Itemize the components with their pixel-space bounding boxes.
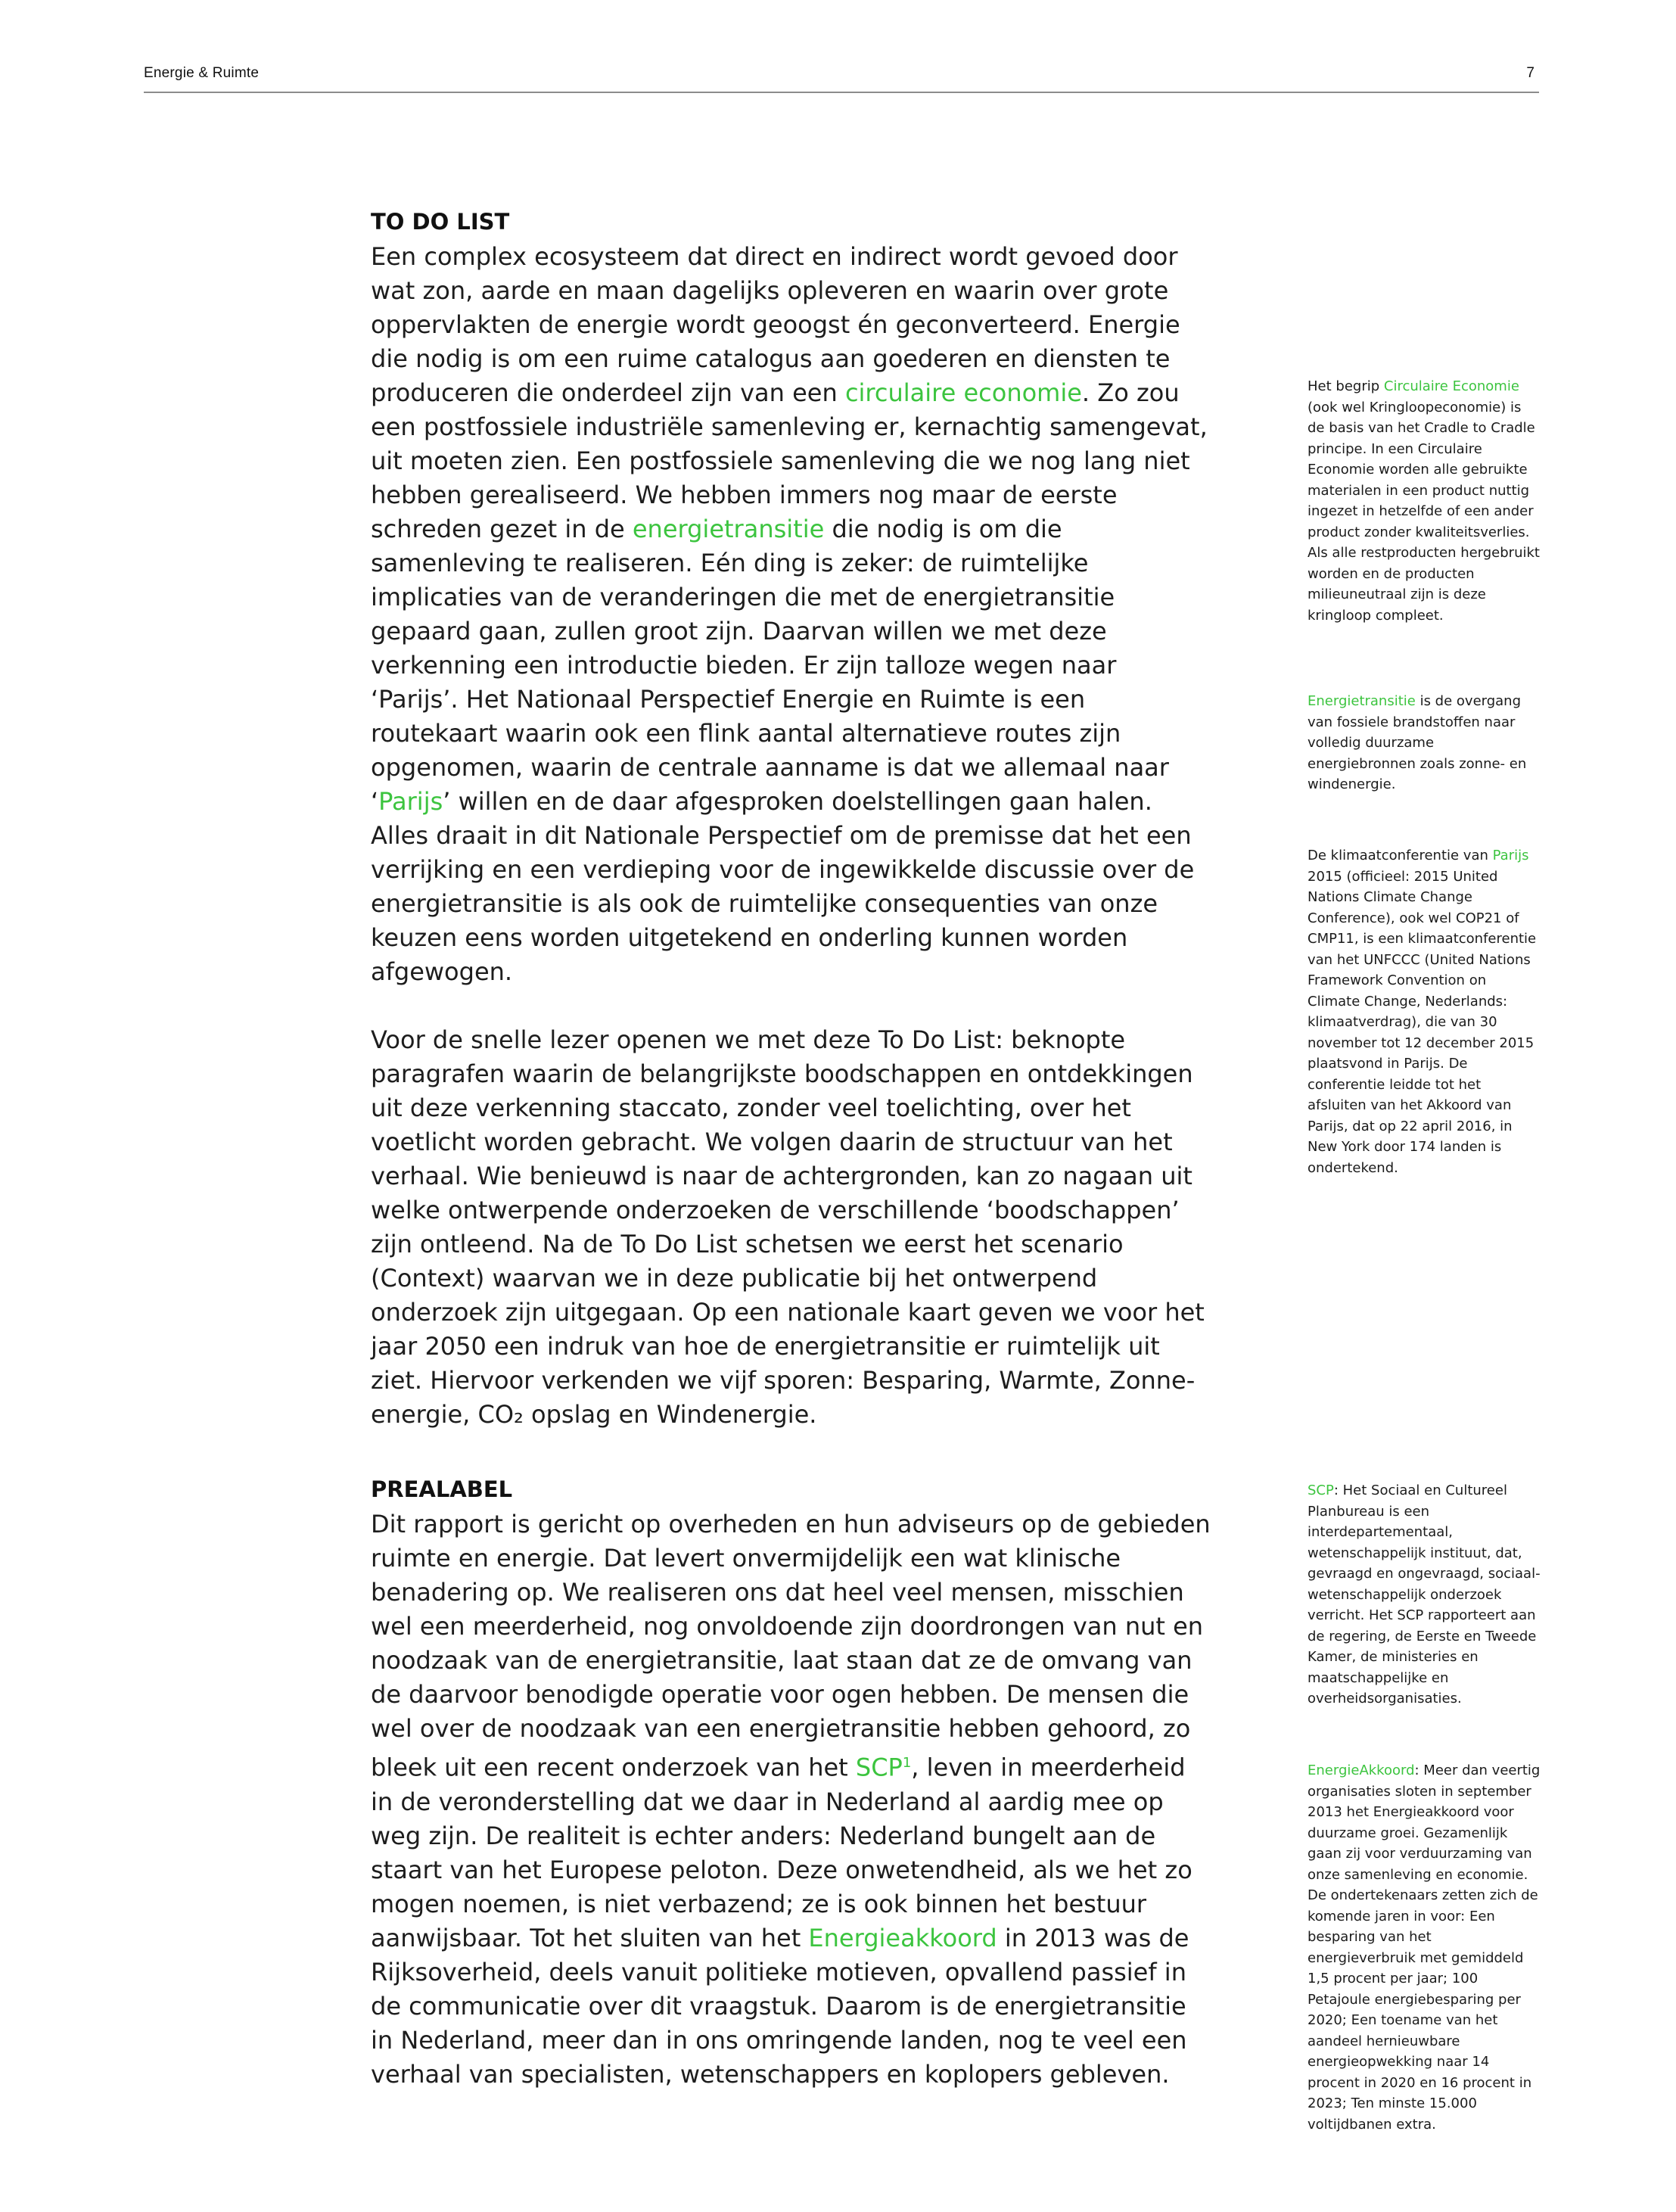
sidenote-parijs-text-b: 2015 (officieel: 2015 United Nations Climate Change Conference), ook wel COP21 of CMP11, is een klimaatconferentie van het UNFCCC (United Nations Framework Convention on Climate Change, Nederlands: klimaatverdrag), die van 30 november tot 12 december 2015 plaatsvond in Parijs. De conferentie leidde tot het afsluiten van het Akkoord van Parijs, dat op 22 april 2016, in New York door 174 landen is ondertekend. (1308, 868, 1537, 1176)
todo-p1-text-b: . Zo zou een postfossiele industriële samenleving er, kernachtig samengevat, uit moeten zien. Een postfossiele samenleving die we nog lang niet hebben gerealiseerd. We hebben immers nog maar de eerste schreden gezet in de (371, 378, 1208, 543)
todo-paragraph-1 (371, 240, 1211, 989)
link-circulaire-economie[interactable]: circulaire economie (844, 378, 1082, 407)
sidenote-energieakkoord-text: : Meer dan veertig organisaties sloten in september 2013 het Energieakkoord voor duurzame groei. Gezamenlijk gaan zij voor verduurzaming van onze samenleving en economie. De ondertekenaars zetten zich de komende jaren in voor: Een besparing van het energieverbruik met gemiddeld 1,5 procent per jaar; 100 Petajoule energiebesparing per 2020; Een toename van het aandeel hernieuwbare energieopwekking naar 14 procent in 2020 en 16 procent in 2023; Ten minste 15.000 voltijdbanen extra. (1308, 1762, 1541, 2133)
sidenote-energietransitie-text: is de overgang van fossiele brandstoffen naar volledig duurzame energiebronnen zoals zonne- en windenergie. (1308, 693, 1527, 792)
paragraph-spacer (371, 989, 1211, 1023)
sidenote-energieakkoord (1308, 1760, 1542, 2135)
section-spacer (371, 1432, 1211, 1474)
sidenote-scp-term: SCP (1308, 1482, 1334, 1498)
sidenote-parijs-text-a: De klimaatconferentie van (1308, 848, 1493, 863)
main-column (371, 207, 1211, 2092)
todo-p1-text-a: Een complex ecosysteem dat direct en indirect wordt gevoed door wat zon, aarde en maan dagelijks opleveren en waarin over grote oppervlakten de energie wordt geoogst én geconverteerd. Energie die nodig is om een ruime catalogus aan goederen en diensten te produceren die onderdeel zijn van een (371, 242, 1180, 407)
todo-p1-text-d: ’ willen en de daar afgesproken doelstellingen gaan halen. Alles draait in dit Nationale Perspectief om de premisse dat het een verrijking en een verdieping voor de ingewikkelde discussie over de energietransitie is als ook de ruimtelijke consequenties van onze keuzen eens worden uitgetekend en onderling kunnen worden afgewogen. (371, 787, 1195, 986)
todo-list-heading: TO DO LIST (371, 209, 510, 235)
sidenote-parijs (1308, 845, 1542, 1178)
prealabel-heading: PREALABEL (371, 1476, 513, 1502)
sidenote-circulaire-text-b: (ook wel Kringloopeconomie) is de basis van het Cradle to Cradle principe. In een Circulaire Economie worden alle gebruikte materialen in een product nuttig ingezet in hetzelfde of een ander product zonder kwaliteitsverlies. Als alle restproducten hergebruikt worden en de producten milieuneutraal zijn is deze kringloop compleet. (1308, 399, 1540, 624)
prealabel-p1-text-a: Dit rapport is gericht op overheden en hun adviseurs op de gebieden ruimte en energie. Dat levert onvermijdelijk een wat klinische benadering op. We realiseren ons dat heel veel mensen, misschien wel een meerderheid, nog onvoldoende zijn doordrongen van nut en noodzaak van de energietransitie, laat staan dat ze de omvang van de daarvoor benodigde operatie voor ogen hebben. De mensen die wel over de noodzaak van een energietransitie hebben gehoord, zo bleek uit een recent onderzoek van het (371, 1510, 1211, 1782)
sidenote-parijs-term: Parijs (1492, 848, 1529, 863)
sidenote-circulaire-text-a: Het begrip (1308, 378, 1384, 394)
prealabel-p1-text-b: , leven in meerderheid in de veronderstelling dat we daar in Nederland al aardig mee op weg zijn. De realiteit is echter anders: Nederland bungelt aan de staart van het Europese peloton. Deze onwetendheid, als we het zo mogen noemen, is niet verbazend; ze is ook binnen het bestuur aanwijsbaar. Tot het sluiten van het (371, 1753, 1192, 1952)
prealabel-paragraph-1 (371, 1507, 1211, 2092)
todo-paragraph-2: Voor de snelle lezer openen we met deze To Do List: beknopte paragrafen waarin de belangrijkste boodschappen en ontdekkingen uit deze verkenning staccato, zonder veel toelichting, over het voetlicht worden gebracht. We volgen daarin de structuur van het verhaal. Wie benieuwd is naar de achtergronden, kan zo nagaan uit welke ontwerpende onderzoeken de verschillende ‘boodschappen’ zijn ontleend. Na de To Do List schetsen we eerst het scenario (Context) waarvan we in deze publicatie bij het ontwerpend onderzoek zijn uitgegaan. Op een nationale kaart geven we voor het jaar 2050 een indruk van hoe de energietransitie er ruimtelijk uit ziet. Hiervoor verkenden we vijf sporen: Besparing, Warmte, Zonne-energie, CO₂ opslag en Windenergie. (371, 1025, 1205, 1429)
sidenote-scp (1308, 1480, 1542, 1710)
sidenote-energieakkoord-term: EnergieAkkoord (1308, 1762, 1415, 1778)
footnote-marker[interactable]: 1 (902, 1755, 912, 1771)
link-parijs[interactable]: Parijs (378, 787, 443, 816)
sidenote-circulaire-economie (1308, 376, 1542, 626)
link-energieakkoord[interactable]: Energieakkoord (808, 1923, 997, 1952)
link-energietransitie[interactable]: energietransitie (632, 515, 825, 543)
sidenote-scp-text: : Het Sociaal en Cultureel Planbureau is een interdepartementaal, wetenschappelijk instituut, dat, gevraagd en ongevraagd, sociaal-wetenschappelijk onderzoek verricht. Het SCP rapporteert aan de regering, de Eerste en Tweede Kamer, de ministeries en maatschappelijke en overheidsorganisaties. (1308, 1482, 1541, 1706)
sidenote-circulaire-term: Circulaire Economie (1383, 378, 1519, 394)
page-number: 7 (1526, 65, 1535, 81)
prealabel-p1-text-c: in 2013 was de Rijksoverheid, deels vanuit politieke motieven, opvallend passief in de communicatie over dit vraagstuk. Daarom is de energietransitie in Nederland, meer dan in ons omringende landen, nog te veel een verhaal van specialisten, wetenschappers en koplopers gebleven. (371, 1923, 1189, 2089)
sidenote-energietransitie (1308, 691, 1542, 795)
header-divider (144, 92, 1539, 93)
sidenote-energietransitie-term: Energietransitie (1308, 693, 1416, 709)
link-scp[interactable]: SCP (855, 1753, 903, 1782)
todo-p1-text-c: die nodig is om die samenleving te realiseren. Eén ding is zeker: de ruimtelijke implicaties van de veranderingen die met de energietransitie gepaard gaan, zullen groot zijn. Daarvan willen we met deze verkenning een introductie bieden. Er zijn talloze wegen naar ‘Parijs’. Het Nationaal Perspectief Energie en Ruimte is een routekaart waarin ook een flink aantal alternatieve routes zijn opgenomen, waarin de centrale aanname is dat we allemaal naar ‘ (371, 515, 1169, 816)
running-header-title: Energie & Ruimte (144, 65, 260, 81)
